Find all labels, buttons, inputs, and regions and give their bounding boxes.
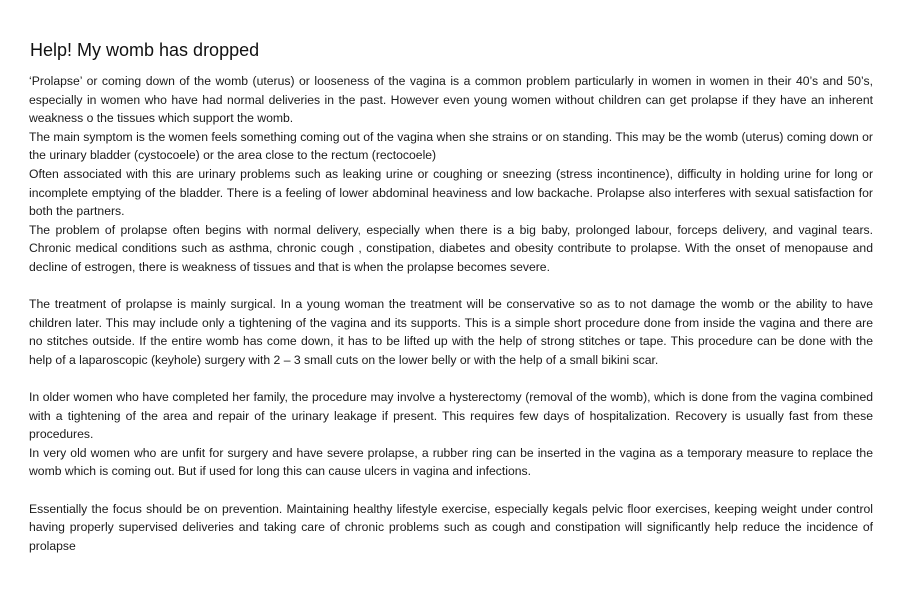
paragraph-older-women: In older women who have completed her family, the procedure may involve a hysterectomy (removal of the womb), which is done from the vagina combined with a tightening of the area and repair of the urinary leakage if present. This requires few days of hospitalization. Recovery is usually fast from these procedures. xyxy=(29,390,873,442)
paragraph-spacer xyxy=(29,481,873,500)
paragraph-very-old-women: In very old women who are unfit for surgery and have severe prolapse, a rubber ring can be inserted in the vagina as a temporary measure to replace the womb which is coming out. But if used for long this can cause ulcers in vagina and infections. xyxy=(29,445,873,479)
paragraph-associated-problems: Often associated with this are urinary problems such as leaking urine or coughing or sneezing (stress incontinence), difficulty in holding urine for long or incomplete emptying of the bladder. There is a feeling of lower abdominal heaviness and low backache. Prolapse also interferes with sexual satisfaction for both the partners. xyxy=(29,166,873,219)
paragraph-spacer xyxy=(29,277,873,296)
paragraph-prevention: Essentially the focus should be on prevention. Maintaining healthy lifestyle exercise, especially kegals pelvic floor exercises, keeping weight under control having properly supervised deliveries and taking care of chronic problems such as cough and constipation will significantly help reduce the incidence of prolapse xyxy=(29,501,873,553)
paragraph-treatment: The treatment of prolapse is mainly surgical. In a young woman the treatment will be conservative so as to not damage the womb or the ability to have children later. This may include only a tightening of the vagina and its supports. This is a simple short procedure done from inside the vagina and there are no stitches outside. If the entire womb has come down, it has to be lifted up with the help of strong stitches or tape. This procedure can be done with the help of a laparoscopic (keyhole) surgery with 2 – 3 small cuts on the lower belly or with the help of a small bikini scar. xyxy=(29,297,873,367)
paragraph-symptoms: The main symptom is the women feels something coming out of the vagina when she strains or on standing. This may be the womb (uterus) coming down or the urinary bladder (cystocoele) or the area close to the rectum (rectocoele) xyxy=(29,129,873,163)
paragraph-intro: ‘Prolapse’ or coming down of the womb (uterus) or looseness of the vagina is a common problem particularly in women in women in their 40’s and 50’s, especially in women who have had normal deliveries in the past. However even young women without children can get prolapse if they have an inherent weakness o the tissues which support the womb. xyxy=(29,74,873,126)
paragraph-causes: The problem of prolapse often begins with normal delivery, especially when there is a big baby, prolonged labour, forceps delivery, and vaginal tears. Chronic medical conditions such as asthma, chronic cough , constipation, diabetes and obesity contribute to prolapse. With the onset of menopause and decline of estrogen, there is weakness of tissues and that is when the prolapse becomes severe. xyxy=(29,222,873,274)
page-title: Help! My womb has dropped xyxy=(30,40,260,60)
paragraph-spacer xyxy=(29,370,873,389)
article xyxy=(29,39,873,555)
